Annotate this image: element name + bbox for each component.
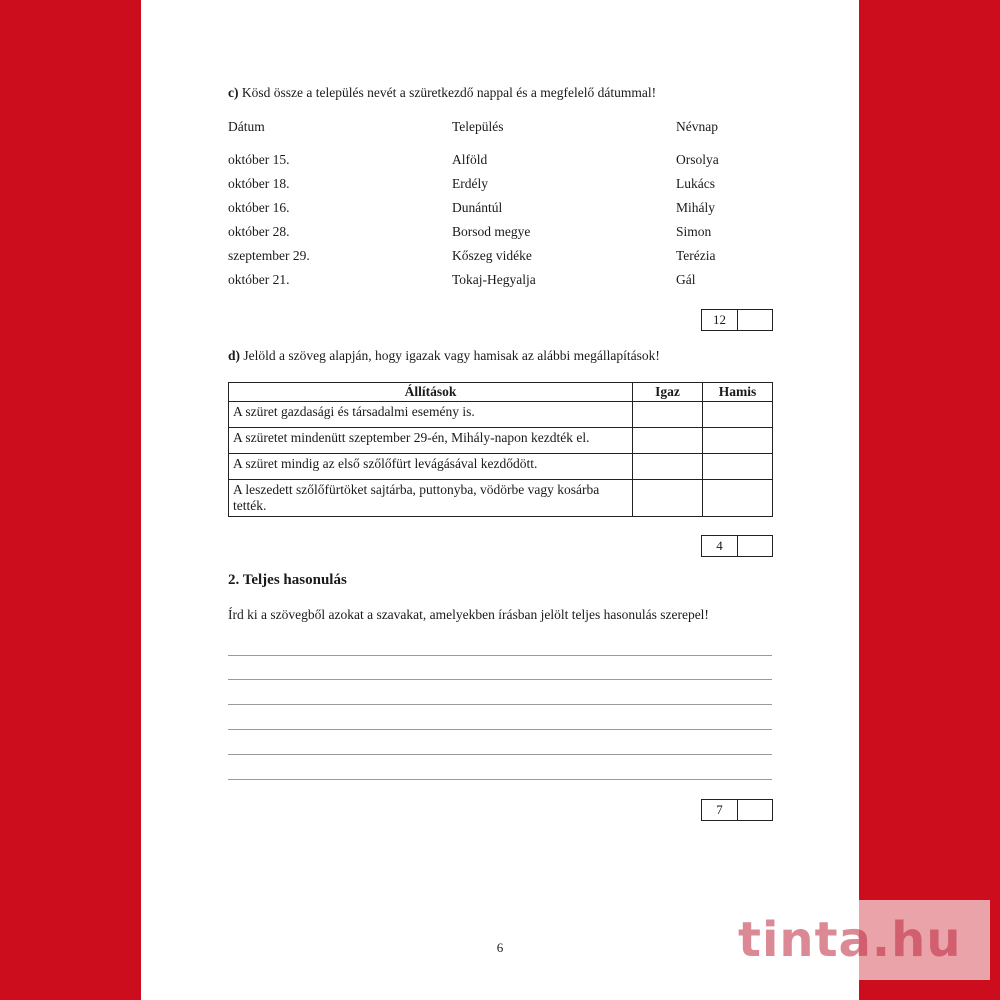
- task-d-label: d): [228, 348, 241, 363]
- false-checkbox-cell[interactable]: [703, 454, 773, 480]
- false-checkbox-cell[interactable]: [703, 480, 773, 517]
- score-box-task-2: [701, 799, 773, 821]
- answer-line[interactable]: [228, 704, 772, 705]
- date-header: Dátum: [228, 119, 265, 134]
- task-2-instruction: Írd ki a szövegből azokat a szavakat, amelyekben írásban jelölt teljes hasonulás szerepel!: [228, 607, 709, 622]
- place-header: Település: [452, 119, 504, 134]
- answer-line[interactable]: [228, 655, 772, 656]
- place-item: Erdély: [452, 176, 488, 191]
- true-checkbox-cell[interactable]: [633, 454, 703, 480]
- false-checkbox-cell[interactable]: [703, 428, 773, 454]
- answer-line[interactable]: [228, 754, 772, 755]
- watermark-logo: tinta.hu: [738, 912, 962, 968]
- score-box-task-c: [701, 309, 773, 331]
- false-checkbox-cell[interactable]: [703, 402, 773, 428]
- false-header: Hamis: [703, 383, 773, 402]
- answer-line[interactable]: [228, 679, 772, 680]
- place-item: Alföld: [452, 152, 488, 167]
- statement-cell: A szüretet mindenütt szeptember 29-én, Mihály-napon kezdték el.: [229, 428, 633, 454]
- date-item: október 21.: [228, 272, 290, 287]
- task-d-instruction: [228, 348, 660, 364]
- true-checkbox-cell[interactable]: [633, 480, 703, 517]
- statements-header: Állítások: [229, 383, 633, 402]
- place-item: Kőszeg vidéke: [452, 248, 532, 263]
- section-title: 2. Teljes hasonulás: [228, 572, 347, 588]
- true-checkbox-cell[interactable]: [633, 428, 703, 454]
- max-score: 7: [702, 800, 738, 820]
- date-item: október 15.: [228, 152, 290, 167]
- nameday-item: Lukács: [676, 176, 715, 191]
- date-item: október 16.: [228, 200, 290, 215]
- date-item: október 18.: [228, 176, 290, 191]
- earned-score-field[interactable]: [738, 310, 772, 330]
- nameday-column: [676, 115, 719, 292]
- earned-score-field[interactable]: [738, 536, 772, 556]
- statement-cell: A szüret gazdasági és társadalmi esemény is.: [229, 402, 633, 428]
- task-c-instruction: [228, 85, 656, 101]
- true-checkbox-cell[interactable]: [633, 402, 703, 428]
- answer-line[interactable]: [228, 729, 772, 730]
- place-item: Dunántúl: [452, 200, 503, 215]
- nameday-header: Névnap: [676, 119, 718, 134]
- nameday-item: Simon: [676, 224, 712, 239]
- statement-cell: A leszedett szőlőfürtöket sajtárba, puttonyba, vödörbe vagy kosárba tették.: [229, 480, 633, 517]
- nameday-item: Gál: [676, 272, 696, 287]
- task-d-text: Jelöld a szöveg alapján, hogy igazak vagy hamisak az alábbi megállapítások!: [243, 348, 660, 363]
- nameday-item: Orsolya: [676, 152, 719, 167]
- earned-score-field[interactable]: [738, 800, 772, 820]
- date-item: szeptember 29.: [228, 248, 310, 263]
- nameday-item: Mihály: [676, 200, 715, 215]
- nameday-item: Terézia: [676, 248, 716, 263]
- date-item: október 28.: [228, 224, 290, 239]
- place-column: [452, 115, 536, 292]
- true-false-table: [228, 382, 773, 517]
- task-c-text: Kösd össze a település nevét a szüretkezdő nappal és a megfelelő dátummal!: [241, 85, 657, 100]
- place-item: Tokaj-Hegyalja: [452, 272, 536, 287]
- true-header: Igaz: [633, 383, 703, 402]
- place-item: Borsod megye: [452, 224, 531, 239]
- max-score: 12: [702, 310, 738, 330]
- answer-line[interactable]: [228, 779, 772, 780]
- task-c-label: c): [228, 85, 239, 100]
- worksheet-page: [141, 0, 859, 1000]
- statement-cell: A szüret mindig az első szőlőfürt levágásával kezdődött.: [229, 454, 633, 480]
- date-column: [228, 115, 310, 292]
- page-number: 6: [496, 940, 504, 955]
- score-box-task-d: [701, 535, 773, 557]
- max-score: 4: [702, 536, 738, 556]
